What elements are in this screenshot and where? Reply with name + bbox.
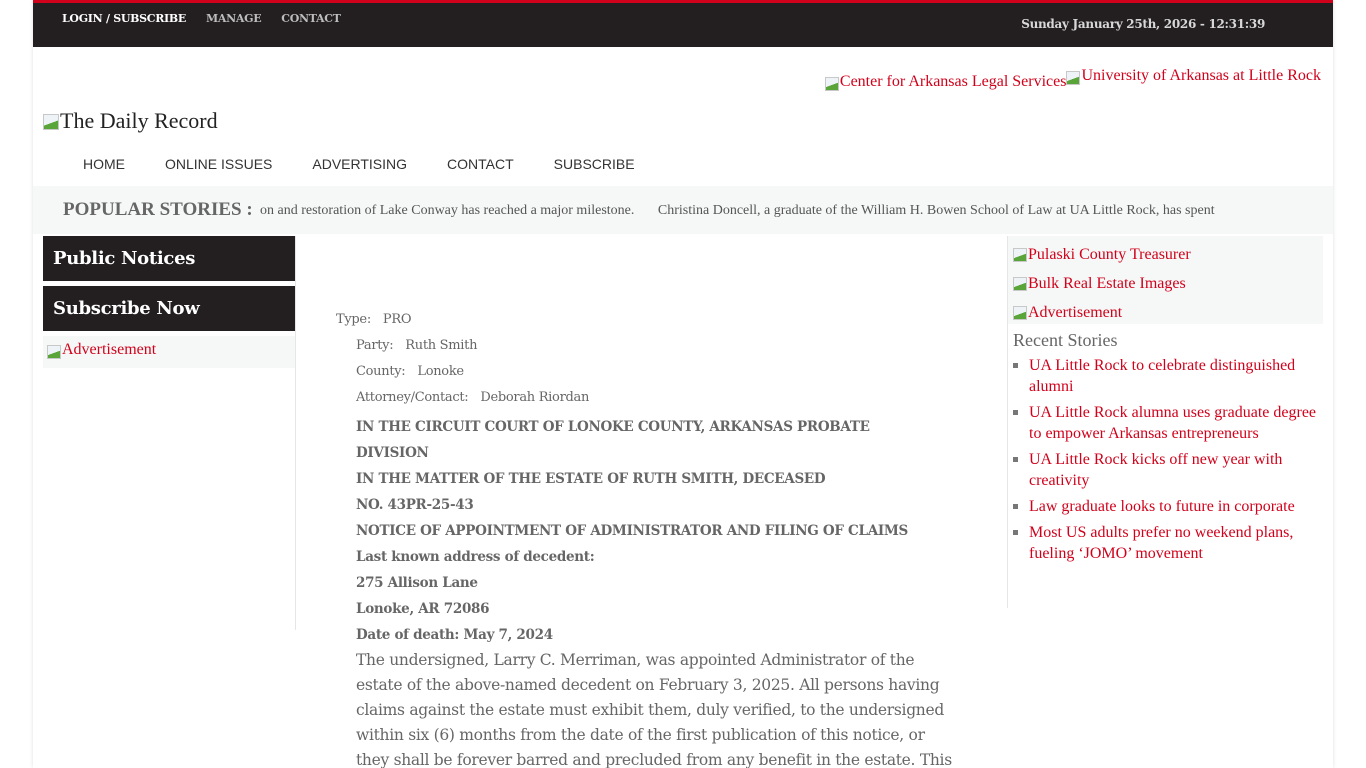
right-ads <box>1008 236 1323 324</box>
broken-image-icon <box>43 114 59 130</box>
broken-image-icon <box>1013 277 1027 291</box>
broken-image-icon <box>1013 306 1027 320</box>
broken-image-icon <box>1066 71 1080 85</box>
attorney-row <box>336 388 966 414</box>
notice-title: NOTICE OF APPOINTMENT OF ADMINISTRATOR AND FILING OF CLAIMS <box>356 523 908 539</box>
subscribe-now-button[interactable]: Subscribe Now <box>43 286 295 331</box>
list-item <box>1013 522 1323 564</box>
party-value: Ruth Smith <box>405 338 478 353</box>
manage-link[interactable]: MANAGE <box>206 12 262 25</box>
attorney-label: Attorney/Contact: <box>356 390 469 405</box>
left-sidebar <box>43 236 296 630</box>
recent-stories-list <box>1008 355 1323 564</box>
broken-image-icon <box>1013 248 1027 262</box>
list-item <box>1013 449 1323 491</box>
case-number: NO. 43PR-25-43 <box>356 497 474 513</box>
recent-story-link[interactable]: Most US adults prefer no weekend plans, fueling ‘JOMO’ movement <box>1029 524 1294 562</box>
left-advertisement-link[interactable] <box>47 341 156 359</box>
public-notices-button[interactable]: Public Notices <box>43 236 295 281</box>
notice-paragraph: The undersigned, Larry C. Merriman, was appointed Administrator of the estate of the above-named decedent on February 3, 2025. All persons having claims against the estate must exhibit them, duly verified, to the undersigned within six (6) months from the date of the first publication of this notice, or they shall be forever barred and precluded from any benefit in the estate. This <box>356 651 952 768</box>
ad-alt: Pulaski County Treasurer <box>1028 245 1191 263</box>
ad-alt: Advertisement <box>1028 303 1123 321</box>
ad-bulk-real-estate-link[interactable] <box>1013 269 1318 298</box>
nav-home[interactable]: HOME <box>83 156 125 172</box>
site-logo[interactable] <box>43 108 218 134</box>
nav-contact[interactable]: CONTACT <box>447 156 514 172</box>
court-division: DIVISION <box>356 445 429 461</box>
ad-alt: Bulk Real Estate Images <box>1028 274 1186 292</box>
date-of-death: Date of death: May 7, 2024 <box>356 627 553 643</box>
notice-type-row <box>336 310 966 336</box>
sponsor-legal-services-link[interactable] <box>825 73 1067 91</box>
address-city: Lonoke, AR 72086 <box>356 601 490 617</box>
main-nav <box>83 156 635 172</box>
address-label: Last known address of decedent: <box>356 549 595 565</box>
top-contact-link[interactable]: CONTACT <box>281 12 341 25</box>
nav-advertising[interactable]: ADVERTISING <box>312 156 408 172</box>
county-value: Lonoke <box>417 364 464 379</box>
recent-story-link[interactable]: UA Little Rock kicks off new year with creativity <box>1029 451 1283 489</box>
left-ad-alt: Advertisement <box>62 341 157 358</box>
sponsor-ualr-alt: University of Arkansas at Little Rock <box>1081 67 1321 84</box>
sponsor-banners <box>825 67 1321 91</box>
notice-article <box>336 310 966 768</box>
list-item <box>1013 496 1323 517</box>
recent-story-link[interactable]: Law graduate looks to future in corporate <box>1029 498 1295 515</box>
nav-subscribe[interactable]: SUBSCRIBE <box>553 156 635 172</box>
broken-image-icon <box>825 77 839 91</box>
sponsor-legal-services-alt: Center for Arkansas Legal Services <box>839 73 1067 90</box>
sponsor-ualr-link[interactable] <box>1066 67 1321 85</box>
logo-alt-text: The Daily Record <box>60 108 218 133</box>
recent-stories-heading: Recent Stories <box>1013 330 1118 350</box>
current-date: Sunday January 25th, 2026 - 12:31:39 <box>1021 17 1265 31</box>
popular-stories-label: POPULAR STORIES : <box>63 199 259 221</box>
county-row <box>336 362 966 388</box>
party-row <box>336 336 966 362</box>
type-value: PRO <box>382 312 412 327</box>
court-heading: IN THE CIRCUIT COURT OF LONOKE COUNTY, ARKANSAS PROBATE <box>356 419 870 435</box>
login-subscribe-link[interactable]: LOGIN / SUBSCRIBE <box>62 12 186 25</box>
type-label: Type: <box>336 312 371 327</box>
estate-matter: IN THE MATTER OF THE ESTATE OF RUTH SMITH, DECEASED <box>356 471 826 487</box>
address-street: 275 Allison Lane <box>356 575 478 591</box>
popular-stories-ticker <box>260 203 1305 219</box>
nav-online-issues[interactable]: ONLINE ISSUES <box>165 156 273 172</box>
broken-image-icon <box>47 345 61 359</box>
ticker-item[interactable]: Christina Doncell, a graduate of the William H. Bowen School of Law at UA Little Rock, has spent <box>657 203 1215 218</box>
top-links <box>62 12 341 25</box>
popular-stories-bar <box>33 186 1333 234</box>
page-container <box>33 0 1333 768</box>
recent-story-link[interactable]: UA Little Rock to celebrate distinguished alumni <box>1029 357 1296 395</box>
county-label: County: <box>356 364 406 379</box>
ad-advertisement-link[interactable] <box>1013 298 1318 327</box>
list-item <box>1013 402 1323 444</box>
attorney-value: Deborah Riordan <box>480 390 590 405</box>
left-ad-slot <box>43 336 295 368</box>
party-label: Party: <box>356 338 394 353</box>
list-item <box>1013 355 1323 397</box>
top-bar <box>33 0 1333 47</box>
ad-pulaski-treasurer-link[interactable] <box>1013 240 1318 269</box>
ticker-item[interactable]: on and restoration of Lake Conway has reached a major milestone. <box>260 203 635 218</box>
recent-story-link[interactable]: UA Little Rock alumna uses graduate degree to empower Arkansas entrepreneurs <box>1029 404 1317 442</box>
right-sidebar <box>1007 236 1323 608</box>
notice-body <box>336 414 966 768</box>
